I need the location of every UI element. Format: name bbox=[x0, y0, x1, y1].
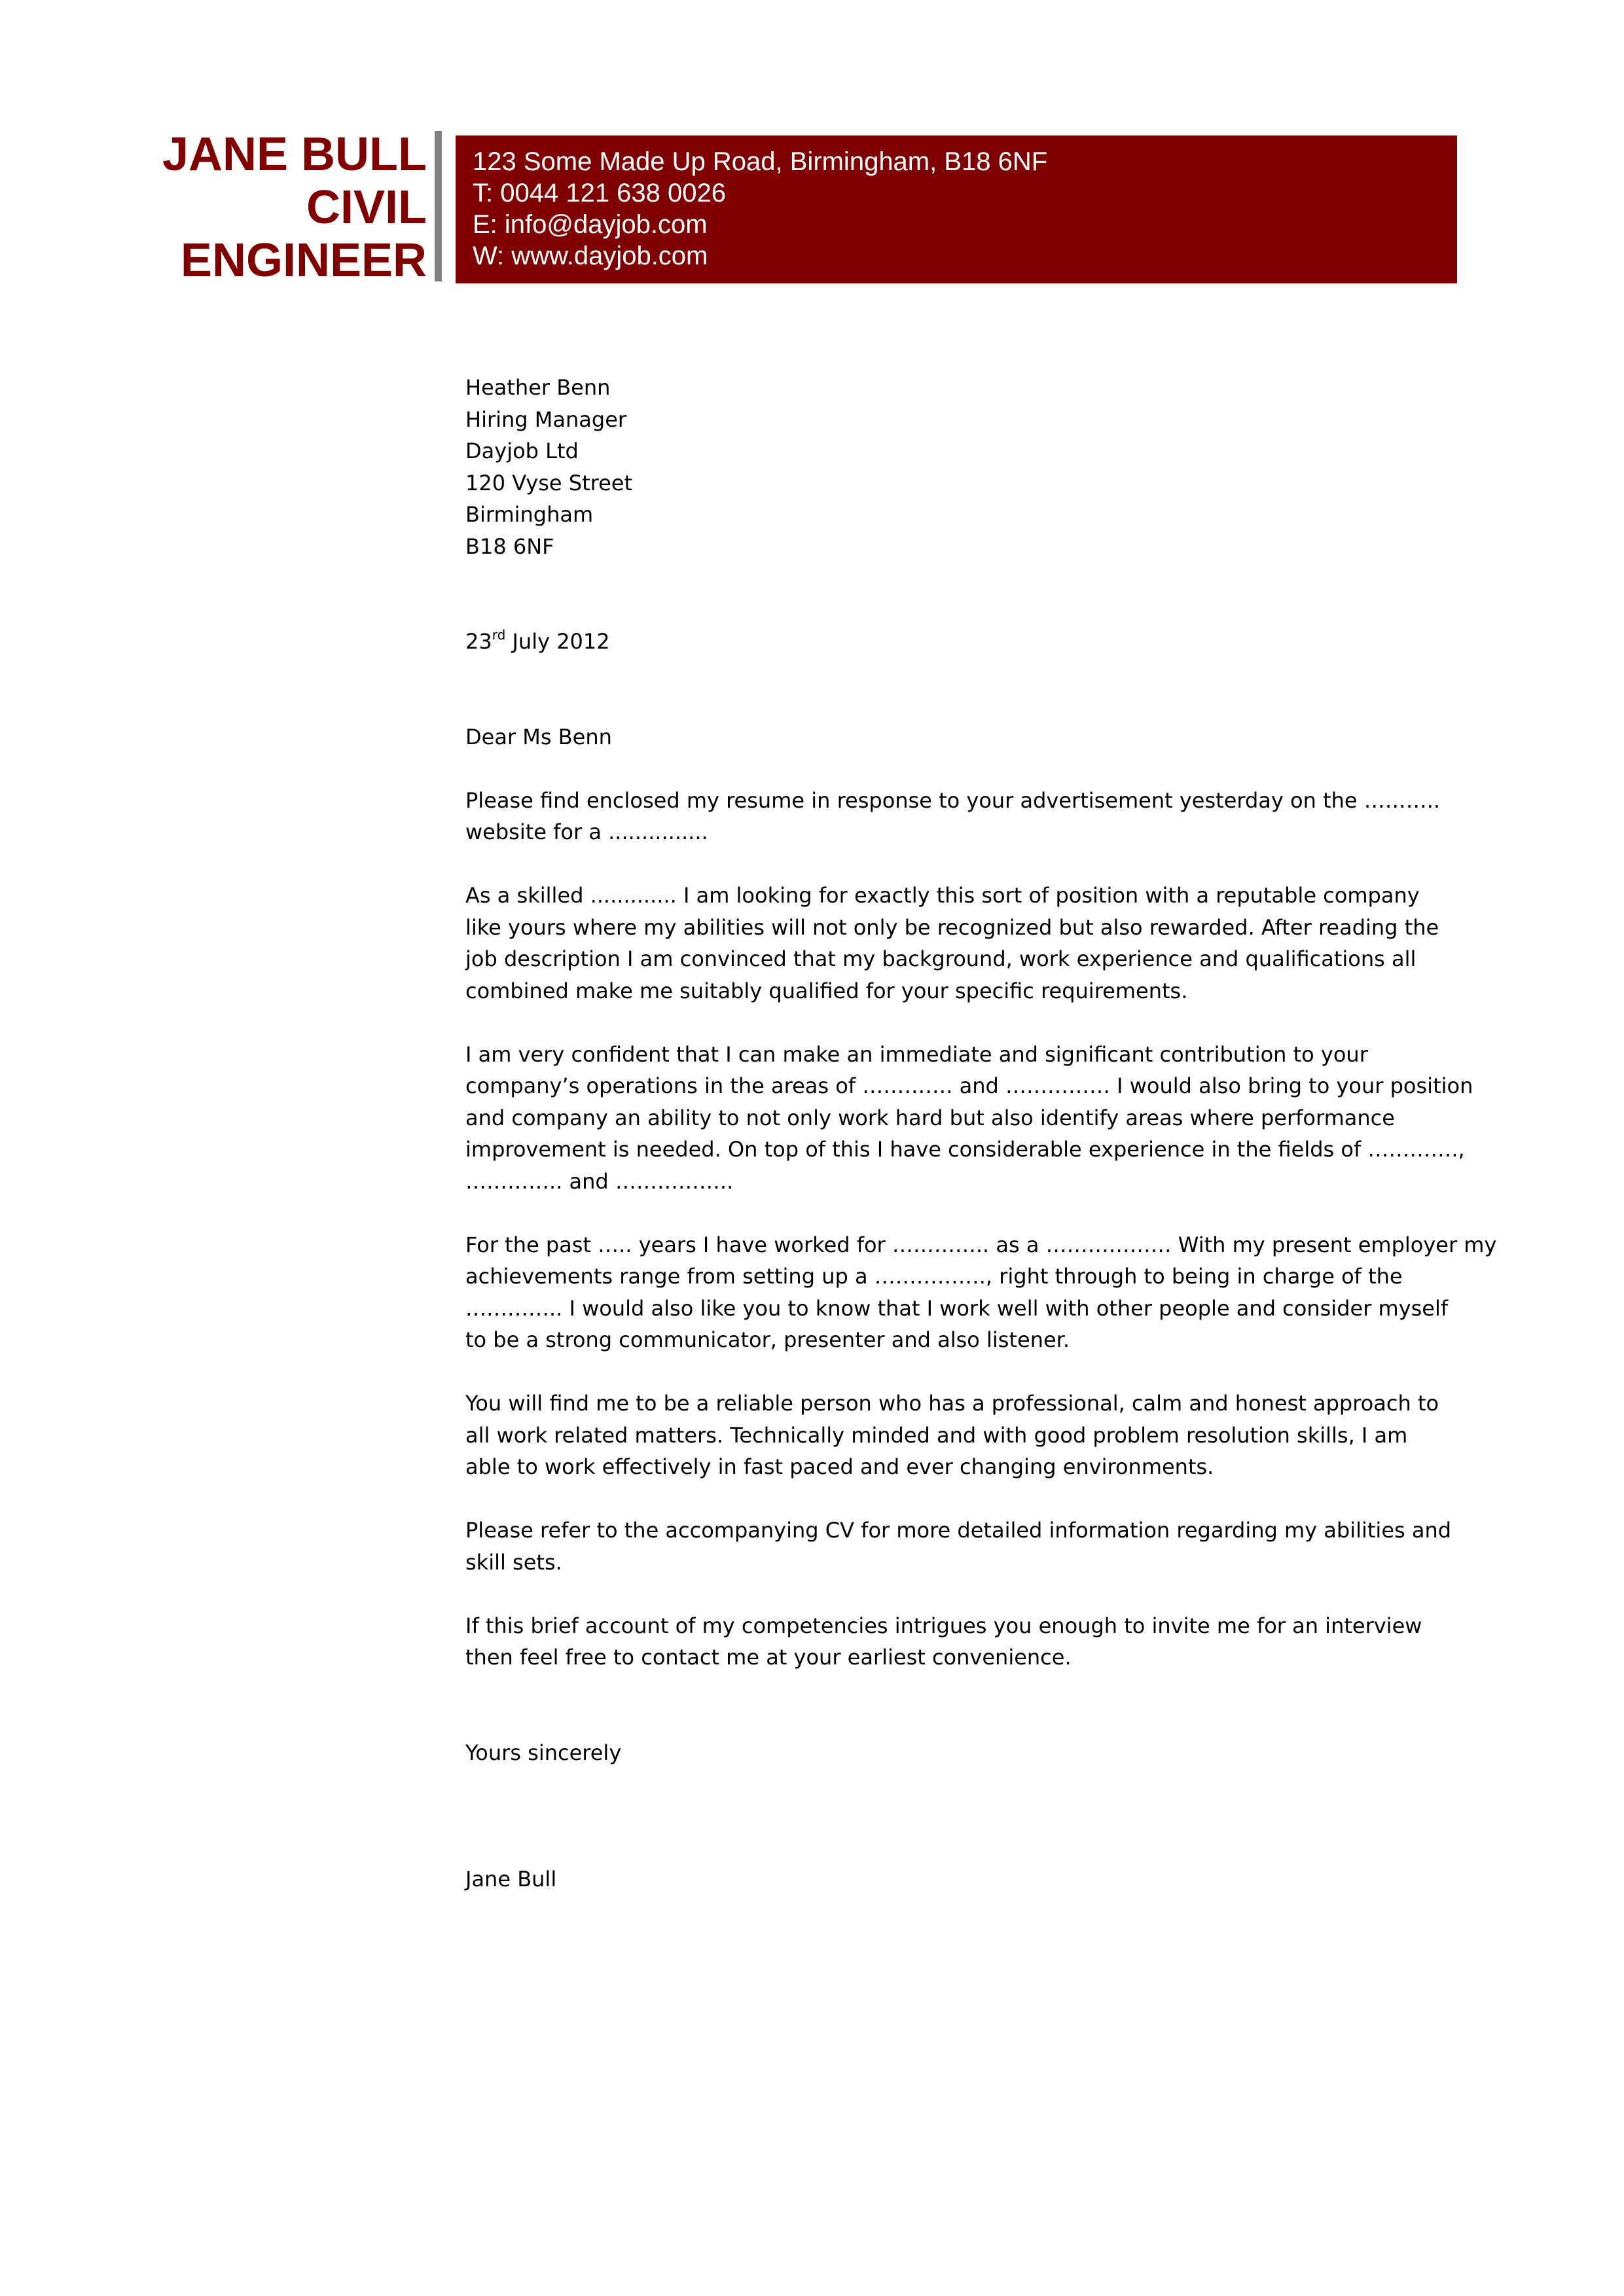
paragraph-line: skill sets. bbox=[465, 1549, 562, 1575]
paragraph bbox=[465, 785, 1473, 848]
contact-phone: T: 0044 121 638 0026 bbox=[473, 179, 727, 207]
paragraph-line: ………….. and …………….. bbox=[465, 1168, 734, 1194]
recipient-address bbox=[465, 372, 1473, 562]
salutation: Dear Ms Benn bbox=[465, 724, 612, 749]
paragraph bbox=[465, 1039, 1473, 1198]
signature: Jane Bull bbox=[465, 1867, 557, 1892]
paragraph-line: improvement is needed. On top of this I have considerable experience in the fields of …………., bbox=[465, 1137, 1465, 1162]
paragraph-line: and company an ability to not only work hard but also identify areas where performance bbox=[465, 1105, 1395, 1130]
name-line: JANE BULL bbox=[162, 128, 427, 181]
recipient-city: Birmingham bbox=[465, 502, 594, 527]
paragraph-line: As a skilled ............. I am looking for exactly this sort of position with a reputable company bbox=[465, 883, 1420, 908]
name-title-block bbox=[131, 128, 427, 287]
recipient-title: Hiring Manager bbox=[465, 406, 627, 432]
paragraph-line: I am very confident that I can make an immediate and significant contribution to your bbox=[465, 1041, 1368, 1067]
paragraph-line: then feel free to contact me at your earliest convenience. bbox=[465, 1645, 1072, 1670]
profession-line: ENGINEER bbox=[180, 234, 427, 287]
recipient-name: Heather Benn bbox=[465, 375, 611, 400]
paragraph bbox=[465, 1610, 1473, 1674]
paragraph-line: job description I am convinced that my background, work experience and qualifications all bbox=[465, 946, 1416, 971]
date-rest: July 2012 bbox=[505, 629, 610, 654]
paragraph-line: Please refer to the accompanying CV for more detailed information regarding my abilities and bbox=[465, 1518, 1452, 1543]
paragraph-line: achievements range from setting up a ……………., right through to being in charge of the bbox=[465, 1264, 1403, 1289]
paragraph-line: to be a strong communicator, presenter and also listener. bbox=[465, 1327, 1070, 1352]
paragraph-line: ………….. I would also like you to know that I work well with other people and consider myself bbox=[465, 1295, 1449, 1321]
contact-website: W: www.dayjob.com bbox=[473, 242, 708, 270]
paragraph bbox=[465, 1515, 1473, 1578]
paragraph bbox=[465, 880, 1473, 1007]
contact-address: 123 Some Made Up Road, Birmingham, B18 6NF bbox=[473, 147, 1048, 176]
paragraph-line: If this brief account of my competencies intrigues you enough to invite me for an interview bbox=[465, 1613, 1422, 1638]
contact-box bbox=[456, 135, 1457, 283]
recipient-street: 120 Vyse Street bbox=[465, 470, 632, 495]
paragraph-line: You will find me to be a reliable person who has a professional, calm and honest approach to bbox=[465, 1391, 1439, 1416]
paragraph-line: like yours where my abilities will not only be recognized but also rewarded. After reading the bbox=[465, 914, 1439, 940]
paragraph-line: For the past ….. years I have worked for ………….. as a ……………… With my present employer my bbox=[465, 1232, 1497, 1257]
paragraph-line: able to work effectively in fast paced and ever changing environments. bbox=[465, 1454, 1214, 1479]
profession-line: CIVIL bbox=[306, 181, 427, 234]
paragraph-line: Please find enclosed my resume in response to your advertisement yesterday on the ……….. bbox=[465, 787, 1441, 813]
paragraph-line: combined make me suitably qualified for your specific requirements. bbox=[465, 978, 1188, 1003]
closing: Yours sincerely bbox=[465, 1740, 622, 1765]
date-day: 23 bbox=[465, 629, 492, 654]
letter-date bbox=[465, 626, 1473, 658]
paragraph bbox=[465, 1229, 1497, 1356]
paragraph-line: company’s operations in the areas of …………. and …………… I would also bring to your position bbox=[465, 1073, 1473, 1098]
header-divider bbox=[435, 131, 442, 281]
paragraph-line: website for a ............... bbox=[465, 819, 708, 844]
paragraph-line: all work related matters. Technically minded and with good problem resolution skills, I am bbox=[465, 1422, 1408, 1448]
date-suffix: rd bbox=[492, 627, 506, 643]
paragraph bbox=[465, 1388, 1473, 1483]
letter-body bbox=[465, 372, 1497, 1895]
contact-email: E: info@dayjob.com bbox=[473, 210, 708, 239]
recipient-company: Dayjob Ltd bbox=[465, 439, 579, 463]
recipient-postcode: B18 6NF bbox=[465, 533, 554, 559]
